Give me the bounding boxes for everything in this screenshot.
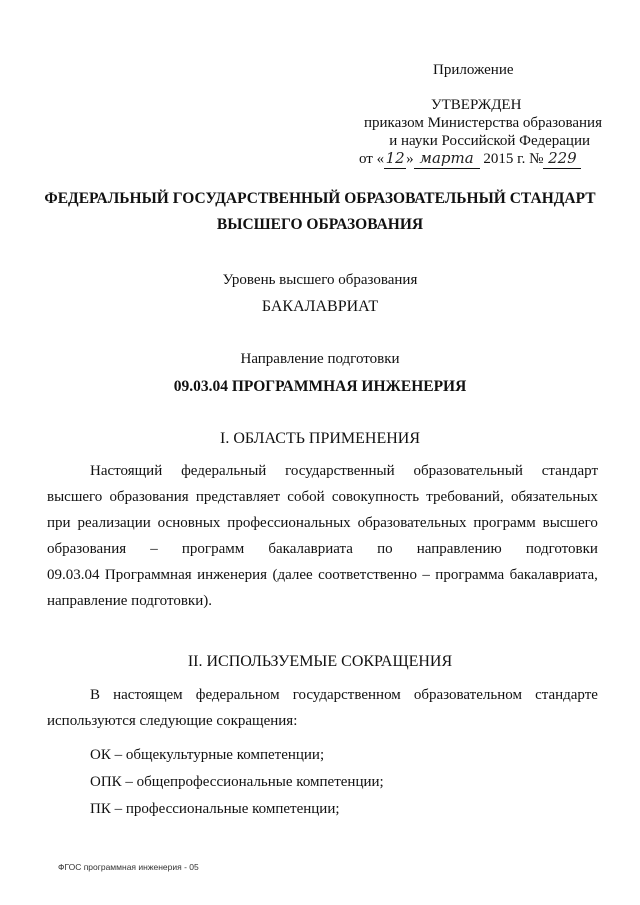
training-direction-label: Направление подготовки [240,351,400,367]
section1-line: направление подготовки). [47,593,212,609]
word: 09.03.04 [47,567,100,583]
word: программа [435,567,505,583]
word: высшего [542,515,598,531]
word: настоящем [113,687,183,703]
word: инженерия [197,567,268,583]
word: Программная [104,567,192,583]
word: государственном [292,687,401,703]
section1-line [47,484,598,510]
approved-label: УТВЕРЖДЕН [431,97,522,113]
word: высшего [47,489,103,505]
word: федеральном [195,687,280,703]
education-level-value: БАКАЛАВРИАТ [261,298,379,315]
word: образования [109,489,189,505]
word: представляет [195,489,281,505]
word: совокупность [331,489,420,505]
section2-intro [47,682,598,734]
word: обязательных [510,489,598,505]
word: государственный [285,463,395,479]
word: направлению [416,541,502,557]
date-year-number: 2015 г. № [483,151,544,167]
word: основных [157,515,221,531]
appendix-label: Приложение [433,62,514,78]
section1-line [47,510,598,536]
section1-line [47,536,598,562]
word: программ [473,515,536,531]
word: соответственно [318,567,417,583]
word: профессиональных [227,515,351,531]
document-title-line2: ВЫСШЕГО ОБРАЗОВАНИЯ [216,216,424,233]
education-level-label: Уровень высшего образования [222,272,418,288]
section2-intro-line: используются следующие сокращения: [47,713,298,729]
abbreviation-item: ОК – общекультурные компетенции; [90,747,325,763]
word: по [377,541,393,557]
section1-paragraph [47,458,598,614]
word: образовательном [413,687,522,703]
word: образовательных [357,515,467,531]
handwritten-order-number: 229 [543,148,581,169]
document-title-line1: ФЕДЕРАЛЬНЫЙ ГОСУДАРСТВЕННЫЙ ОБРАЗОВАТЕЛЬНЫЙ СТАНДАРТ [44,190,596,207]
word: стандарт [541,463,598,479]
word: федеральный [181,463,267,479]
word: собой [287,489,325,505]
approval-order-line1: приказом Министерства образования [364,115,602,131]
word: реализации [77,515,151,531]
abbreviation-item: ОПК – общепрофессиональные компетенции; [90,774,384,790]
word: требований, [426,489,504,505]
word: – [150,541,158,557]
word: бакалавриата [268,541,353,557]
approval-order-line2: и науки Российской Федерации [389,133,590,149]
word: образовательный [413,463,523,479]
word: программ [181,541,245,557]
word: стандарте [535,687,598,703]
handwritten-month: марта [414,148,480,169]
word: подготовки [525,541,598,557]
section1-line [47,458,598,484]
quote-close: » [406,151,414,167]
word: при [47,515,71,531]
section2-heading: II. ИСПОЛЬЗУЕМЫЕ СОКРАЩЕНИЯ [187,653,453,670]
word: бакалавриата, [509,567,598,583]
abbreviation-item: ПК – профессиональные компетенции; [90,801,340,817]
date-prefix: от « [359,151,385,167]
handwritten-day: 12 [385,149,405,167]
section2-intro-line [47,682,598,708]
word: В [90,687,101,703]
section1-heading: I. ОБЛАСТЬ ПРИМЕНЕНИЯ [219,430,421,447]
section1-line [47,562,598,588]
page-footer: ФГОС программная инженерия - 05 [58,862,199,872]
training-direction-value: 09.03.04 ПРОГРАММНАЯ ИНЖЕНЕРИЯ [173,378,467,395]
word: Настоящий [90,463,163,479]
word: – [422,567,430,583]
word: образования [47,541,127,557]
approval-date-line [359,148,581,169]
word: (далее [272,567,313,583]
